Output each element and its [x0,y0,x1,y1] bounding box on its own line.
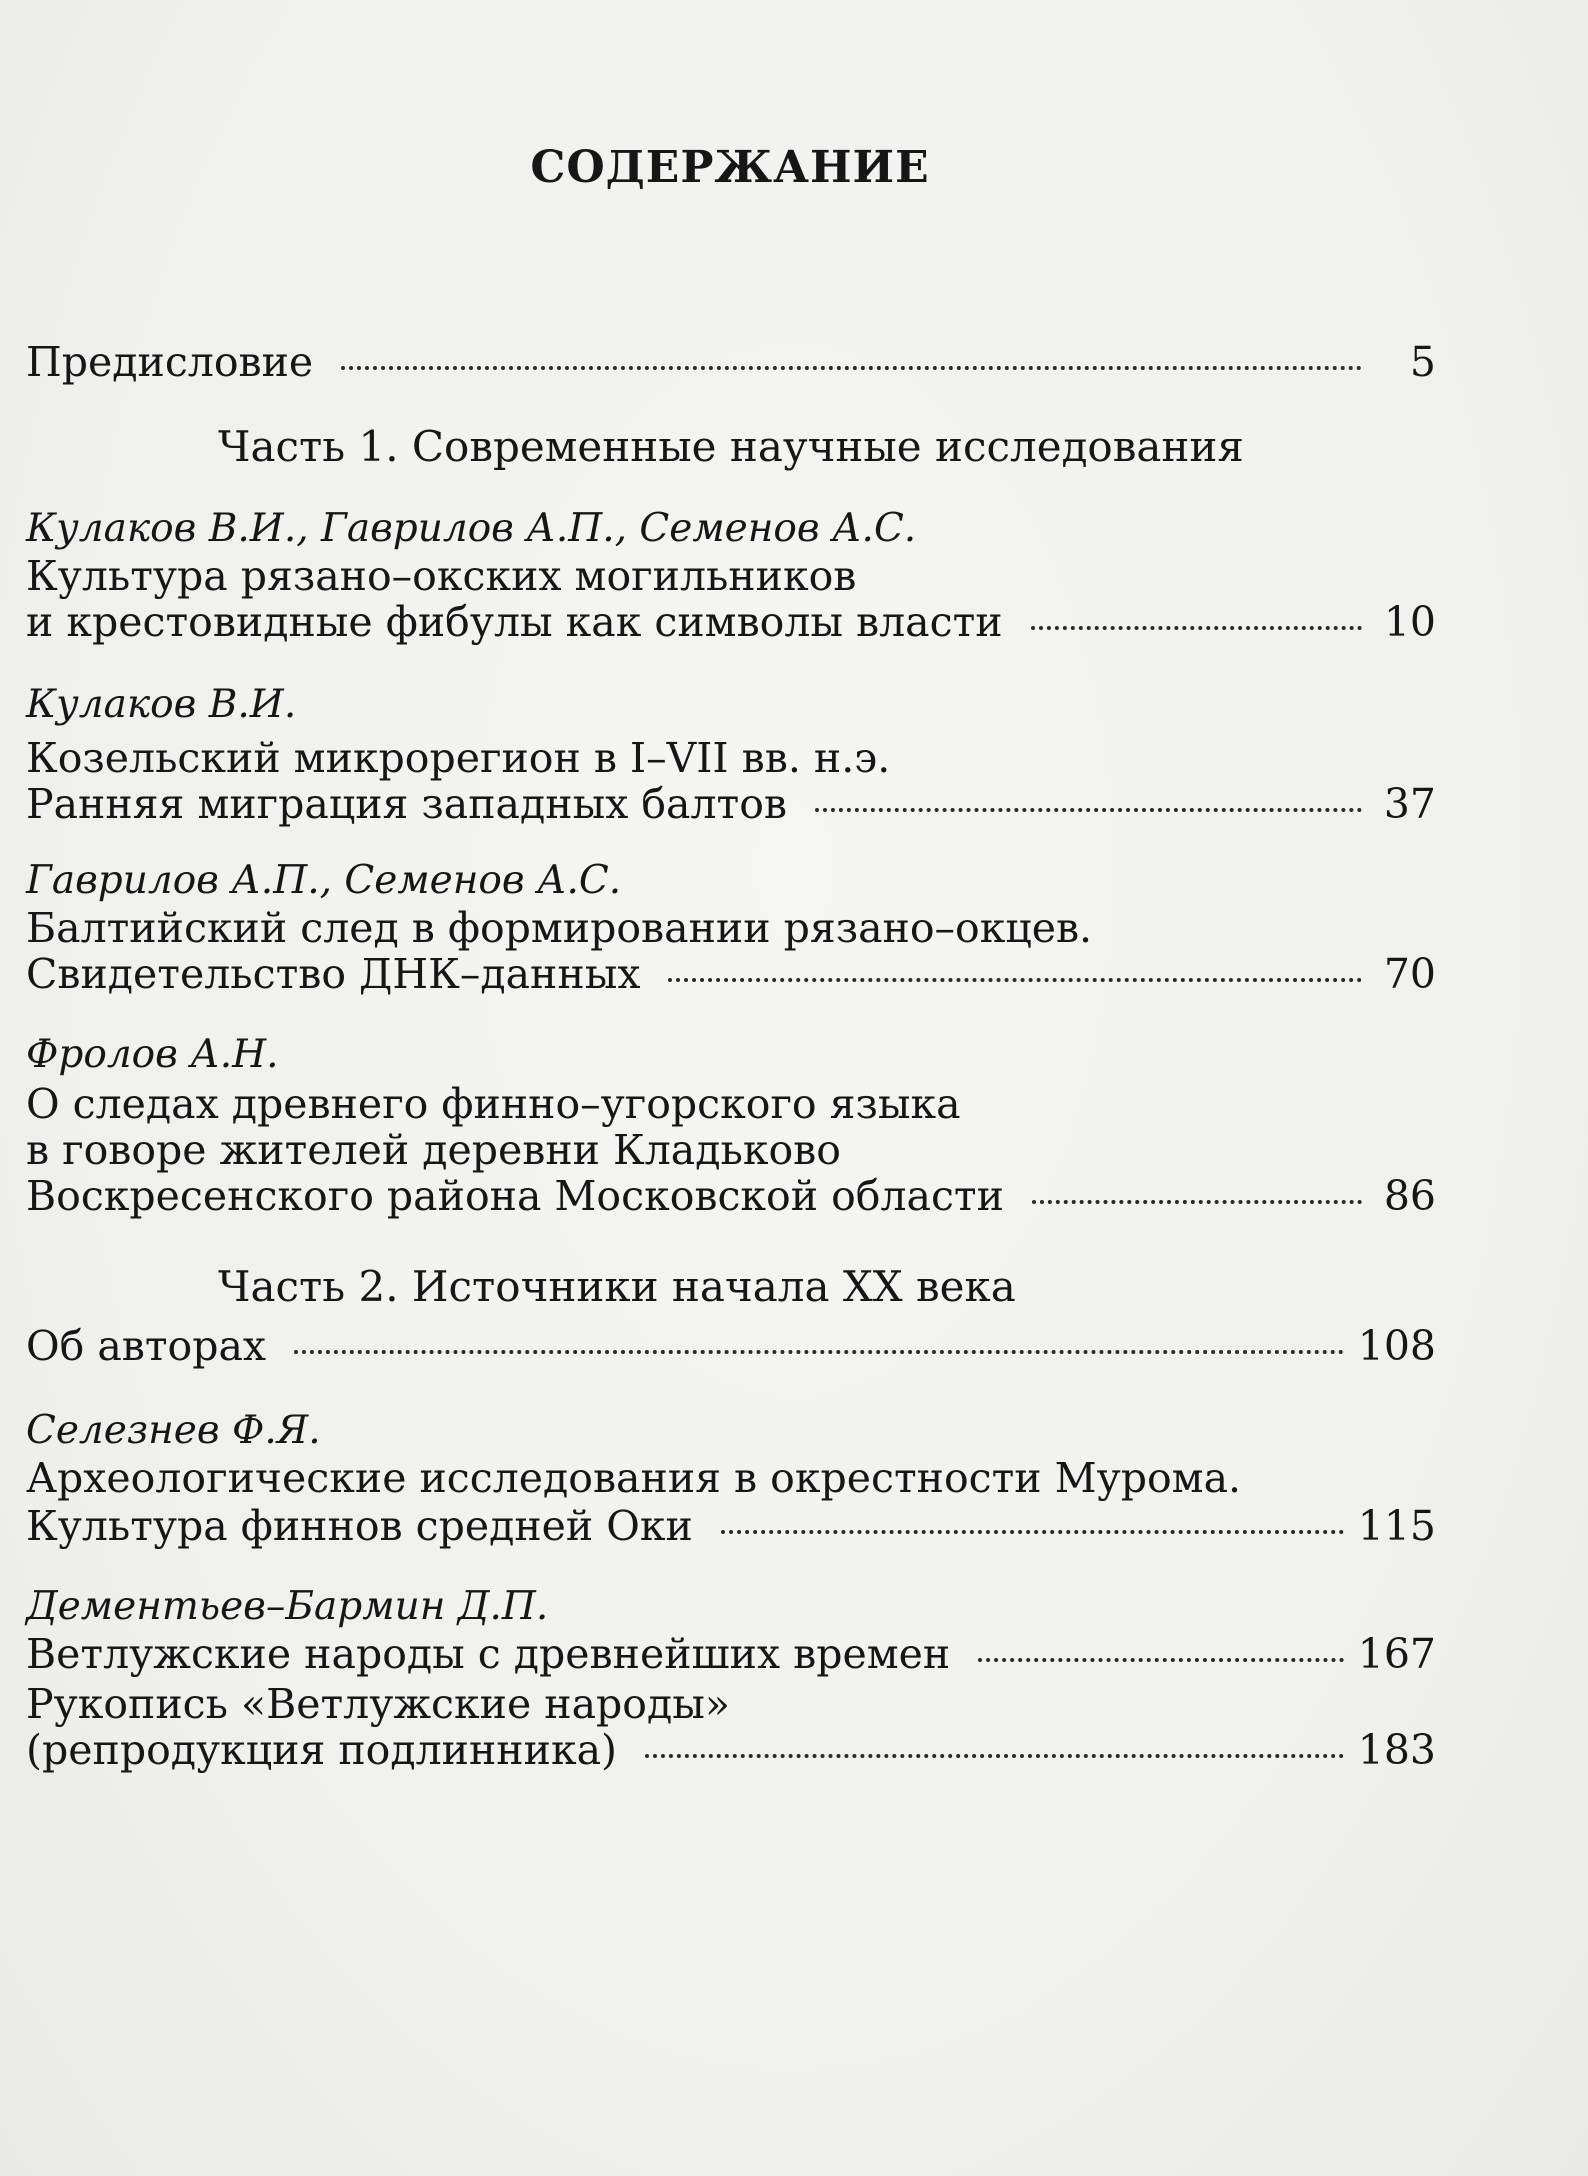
entry-authors: Кулаков В.И., Гаврилов А.П., Семенов А.С. [26,506,917,551]
entry-title: Ранняя миграция западных балтов [26,780,787,828]
toc-entry-preface[interactable] [26,338,1436,386]
entry-title-line: Балтийский след в формировании рязано–окцев. [26,904,1093,952]
dot-leader [668,978,1362,982]
entry-authors: Фролов А.Н. [26,1032,279,1077]
toc-entry-about[interactable] [26,1322,1436,1370]
dot-leader [978,1658,1344,1662]
entry-title-line: Рукопись «Ветлужские народы» [26,1680,730,1728]
toc-entry-6[interactable] [26,1630,1436,1678]
entry-authors: Селезнев Ф.Я. [26,1408,321,1453]
dot-leader [815,808,1362,812]
page-number: 167 [1357,1630,1436,1678]
entry-authors: Кулаков В.И. [26,682,297,727]
entry-authors: Гаврилов А.П., Семенов А.С. [26,858,622,903]
toc-entry-2[interactable] [26,780,1436,828]
part-heading-1: Часть 1. Современные научные исследования [218,422,1244,471]
entry-title: Ветлужские народы с древнейших времен [26,1630,951,1678]
page-number: 10 [1383,598,1436,646]
toc-entry-5[interactable] [26,1502,1436,1550]
dot-leader [1031,626,1362,630]
dot-leader [721,1530,1344,1534]
entry-title: Культура финнов средней Оки [26,1502,693,1550]
page-number: 70 [1383,950,1436,998]
entry-title-line: в говоре жителей деревни Кладьково [26,1126,841,1174]
toc-entry-7[interactable] [26,1726,1436,1774]
entry-title: (репродукция подлинника) [26,1726,618,1774]
page-number: 5 [1409,338,1436,386]
toc-entry-4[interactable] [26,1172,1436,1220]
page-title: СОДЕРЖАНИЕ [530,142,930,193]
page-number: 37 [1383,780,1436,828]
dot-leader [341,366,1362,370]
entry-title: Об авторах [26,1322,267,1370]
page-number: 115 [1357,1502,1436,1550]
toc-entry-1[interactable] [26,598,1436,646]
page-number: 108 [1357,1322,1436,1370]
entry-title: Воскресенского района Московской области [26,1172,1004,1220]
entry-title: Свидетельство ДНК–данных [26,950,641,998]
toc-entry-3[interactable] [26,950,1436,998]
entry-title-line: Козельский микрорегион в I–VII вв. н.э. [26,734,891,782]
page-number: 183 [1357,1726,1436,1774]
entry-title-line: О следах древнего финно–угорского языка [26,1080,961,1128]
entry-title: и крестовидные фибулы как символы власти [26,598,1003,646]
part-heading-2: Часть 2. Источники начала XX века [218,1262,1016,1311]
dot-leader [645,1754,1344,1758]
entry-title-line: Культура рязано–окских могильников [26,552,857,600]
page-number: 86 [1383,1172,1436,1220]
dot-leader [1032,1200,1362,1204]
entry-title: Предисловие [26,338,314,386]
entry-title-line: Археологические исследования в окрестности Мурома. [26,1454,1242,1502]
entry-authors: Дементьев–Бармин Д.П. [26,1584,549,1629]
dot-leader [294,1350,1344,1354]
